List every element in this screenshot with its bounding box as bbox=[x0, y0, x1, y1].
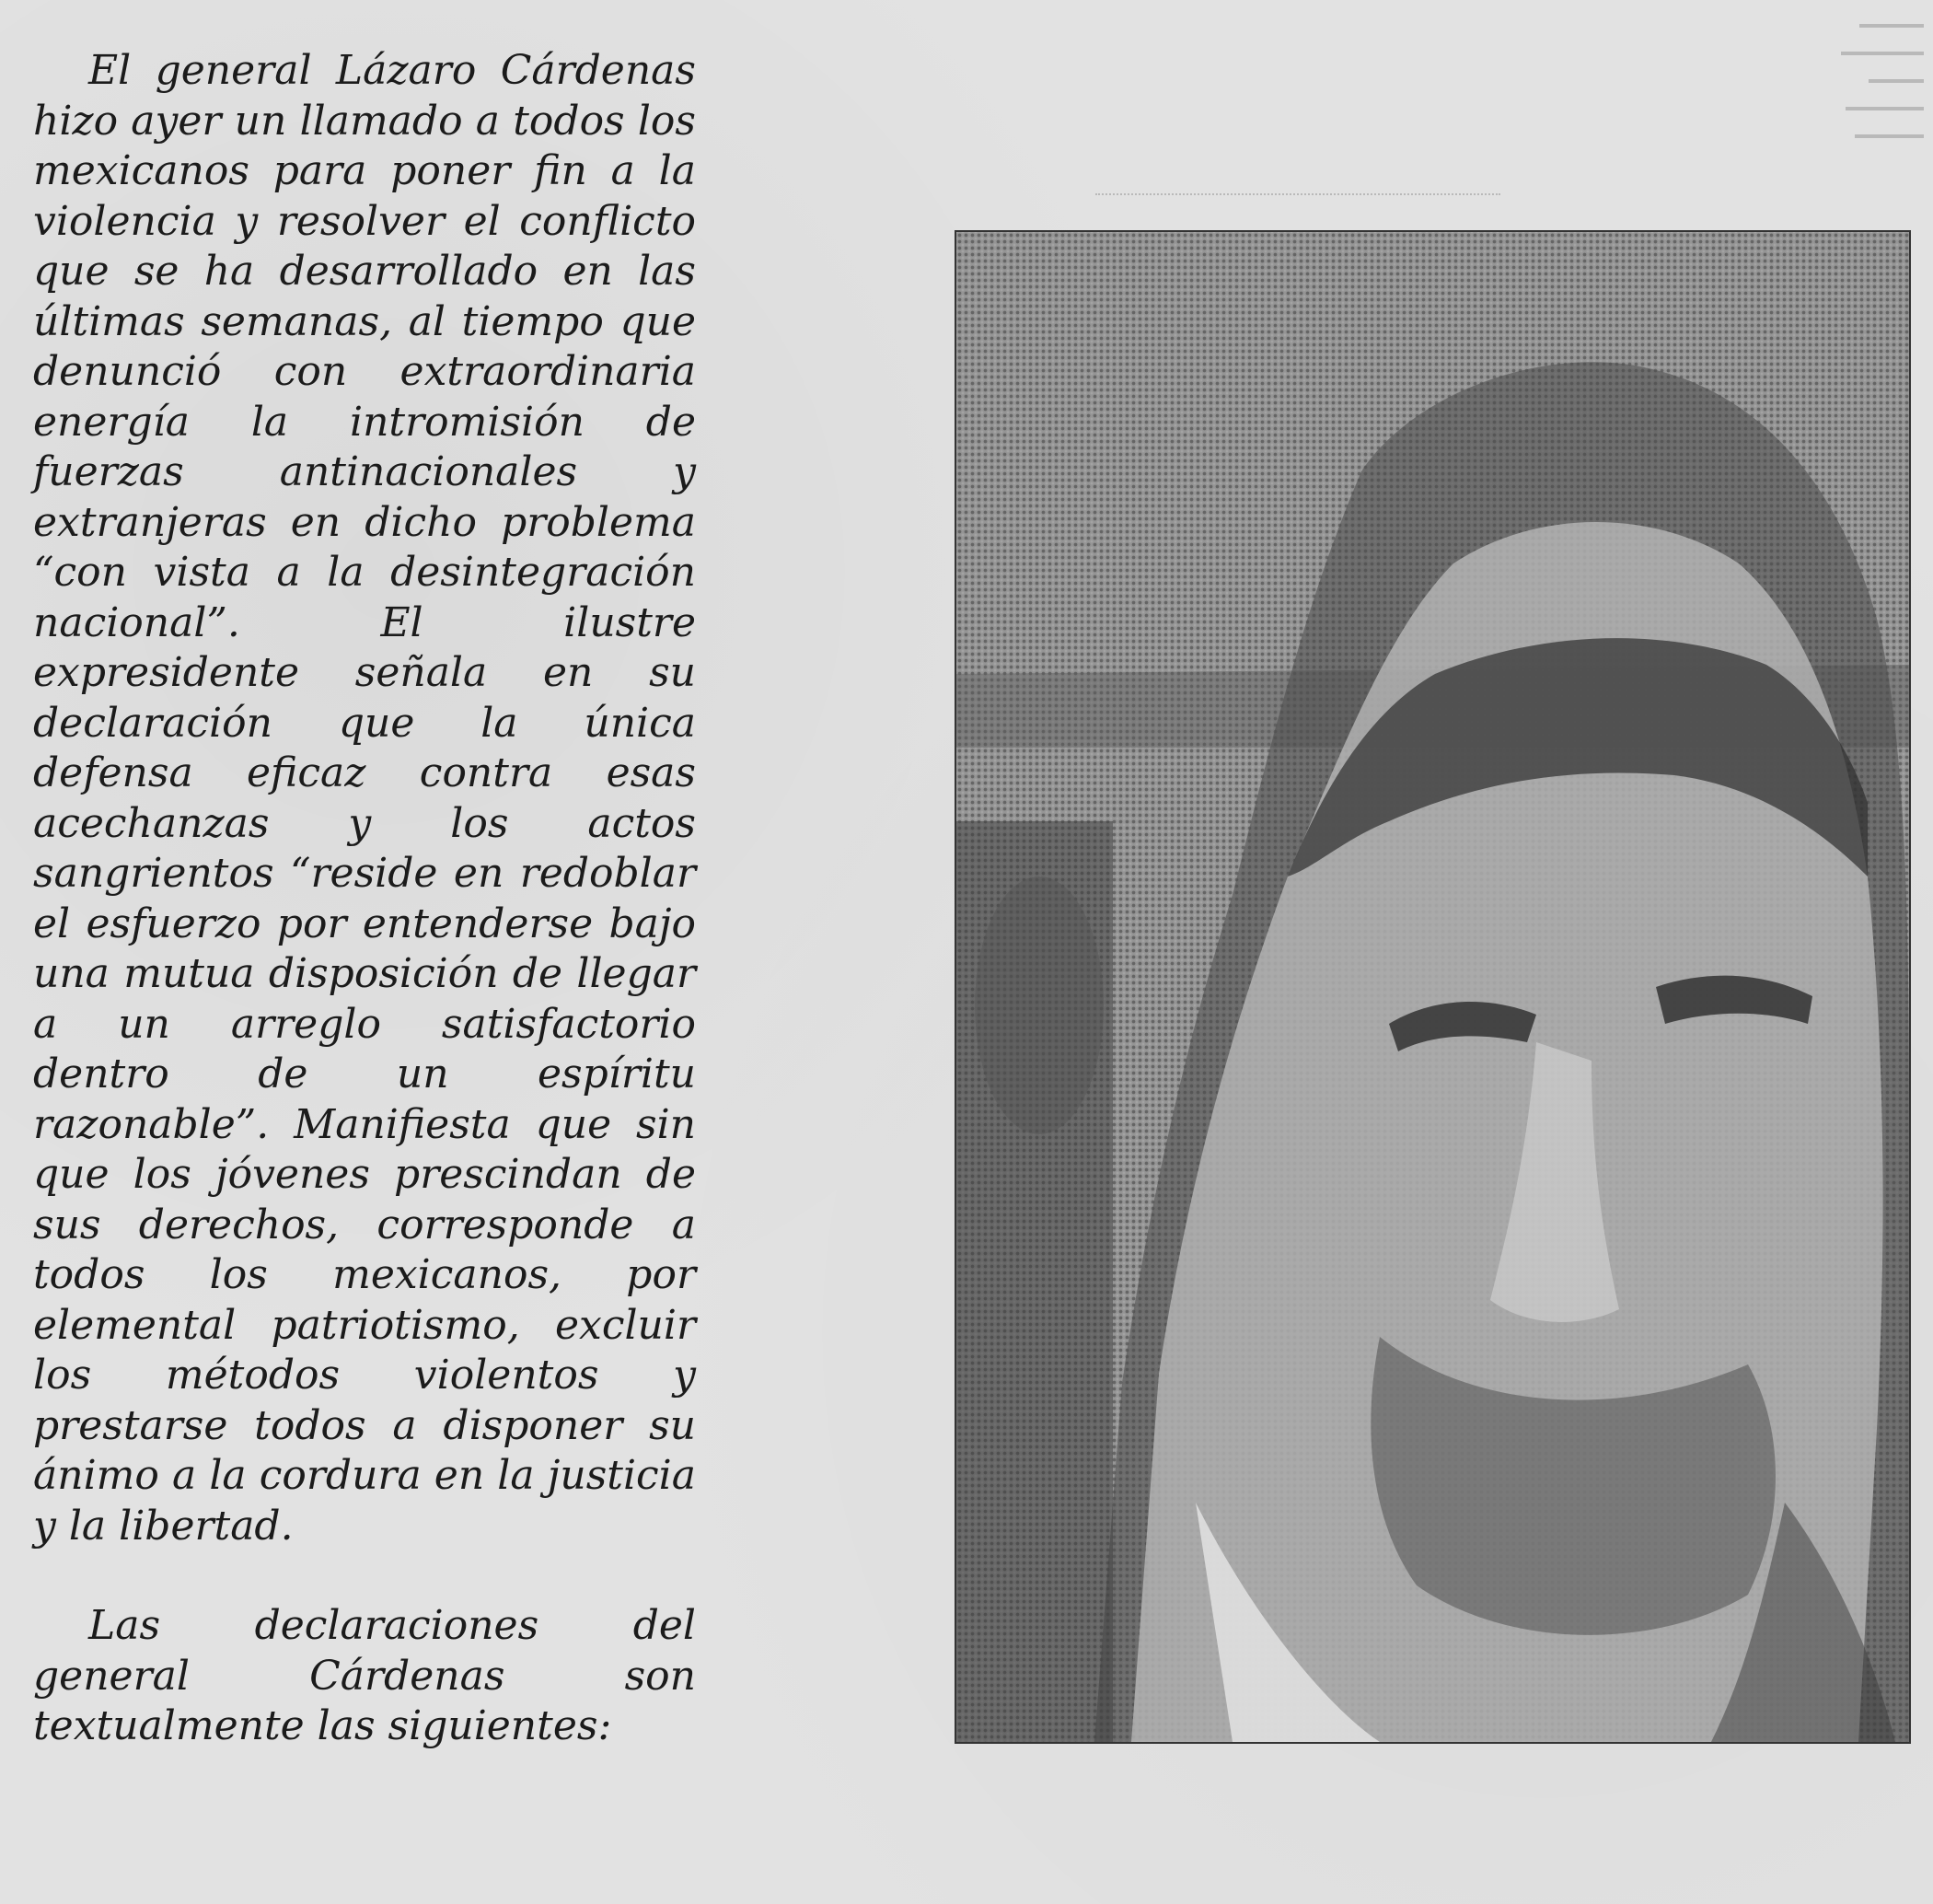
adjacent-column-remnants bbox=[1832, 0, 1933, 239]
faint-divider bbox=[1095, 193, 1500, 195]
portrait-illustration bbox=[956, 232, 1909, 1742]
article-paragraph-2: Las declaraciones del general Cárdenas son textualmente las siguientes: bbox=[33, 1602, 696, 1749]
article-column bbox=[33, 46, 696, 1752]
portrait-photo bbox=[955, 230, 1911, 1744]
article-paragraph-1: El general Lázaro Cárdenas hizo ayer un llamado a todos los mexicanos para poner fin a la violencia y resolver el conflicto que se ha desarrollado en las últimas semanas, al tiempo que denunció con extraordinaria energía la intromisión de fuerzas antinacionales y extranjeras en dicho problema “con vista a la desintegración nacional”. El ilustre expresidente señala en su declaración que la única defensa eficaz contra esas acechanzas y los actos sangrientos “reside en redoblar el esfuerzo por entenderse bajo una mutua disposición de llegar a un arreglo satisfactorio dentro de un espíritu razonable”. Manifiesta que sin que los jóvenes prescindan de sus derechos, corresponde a todos los mexicanos, por elemental patriotismo, excluir los métodos violentos y prestarse todos a disponer su ánimo a la cordura en la justicia y la libertad. bbox=[33, 47, 696, 1550]
